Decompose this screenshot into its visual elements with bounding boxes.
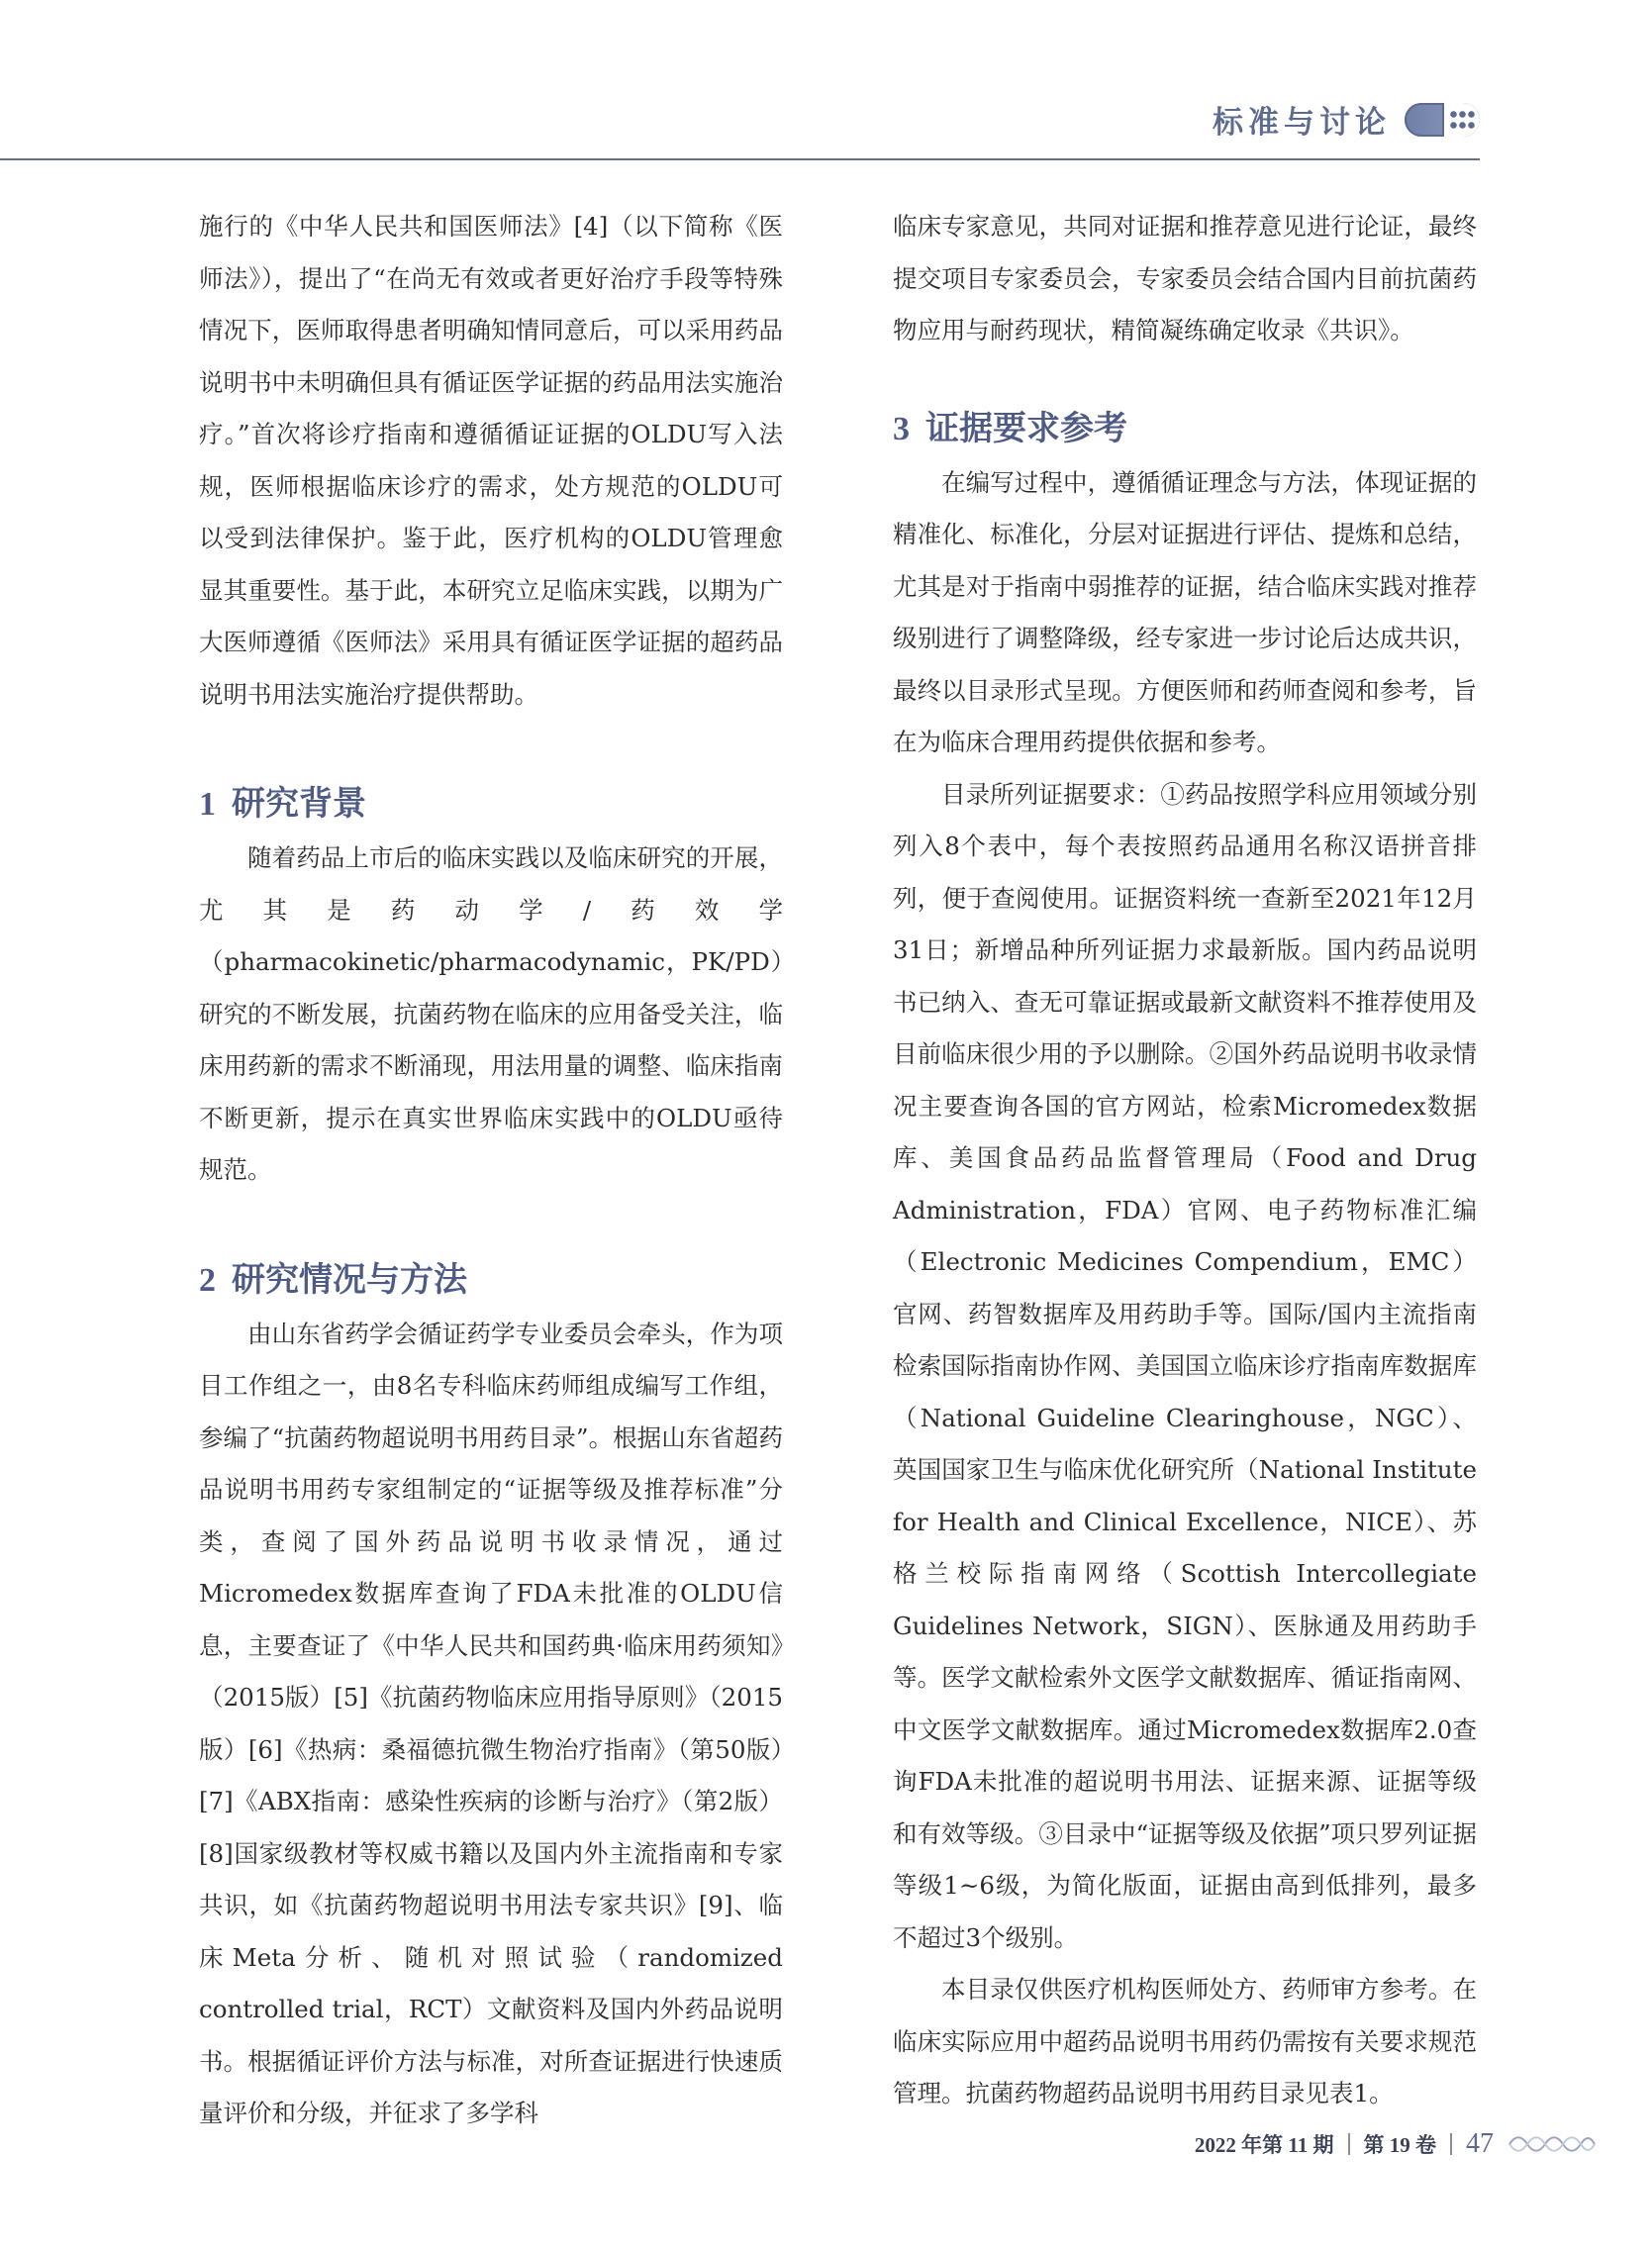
issue-label: 2022 年第 11 期 [1194, 2133, 1334, 2157]
section-1-heading [199, 776, 783, 833]
right-column [893, 201, 1477, 2120]
section-1-number: 1 [199, 786, 216, 823]
section-2-title: 研究情况与方法 [232, 1259, 467, 1300]
section-3-title: 证据要求参考 [925, 408, 1127, 448]
continuation-paragraph: 临床专家意见，共同对证据和推荐意见进行论证，最终提交项目专家委员会，专家委员会结合国内目前抗菌药物应用与耐药现状，精简凝练确定收录《共识》。 [893, 212, 1477, 344]
section-3-paragraph-1: 在编写过程中，遵循循证理念与方法，体现证据的精准化、标准化，分层对证据进行评估、提炼和总结，尤其是对于指南中弱推荐的证据，结合临床实践对推荐级别进行了调整降级，经专家进一步讨论后达成共识，最终以目录形式呈现。方便医师和药师查阅和参考，旨在为临床合理用药提供依据和参考。 [893, 467, 1477, 756]
capsule-icon [1405, 103, 1480, 137]
section-1-title: 研究背景 [232, 784, 366, 824]
section-3-number: 3 [893, 410, 910, 447]
footer-divider [1450, 2133, 1452, 2155]
wave-ornament-icon [1507, 2133, 1597, 2155]
intro-paragraph: 施行的《中华人民共和国医师法》[4]（以下简称《医师法》），提出了“在尚无有效或者更好治疗手段等特殊情况下，医师取得患者明确知情同意后，可以采用药品说明书中未明确但具有循证医学证据的药品用法实施治疗。”首次将诊疗指南和遵循循证证据的OLDU写入法规，医师根据临床诊疗的需求，处方规范的OLDU可以受到法律保护。鉴于此，医疗机构的OLDU管理愈显其重要性。基于此，本研究立足临床实践，以期为广大医师遵循《医师法》采用具有循证医学证据的超药品说明书用法实施治疗提供帮助。 [199, 212, 783, 709]
page-number: 47 [1466, 2128, 1494, 2159]
section-3-paragraph-3: 本目录仅供医疗机构医师处方、药师审方参考。在临床实际应用中超药品说明书用药仍需按有关要求规范管理。抗菌药物超药品说明书用药目录见表1。 [893, 1975, 1477, 2107]
section-3-heading [893, 401, 1477, 457]
section-tag [1213, 97, 1480, 142]
section-3-paragraph-2: 目录所列证据要求：①药品按照学科应用领域分别列入8个表中，每个表按照药品通用名称汉语拼音排列，便于查阅使用。证据资料统一查新至2021年12月31日；新增品种所列证据力求最新版。国内药品说明书已纳入、查无可靠证据或最新文献资料不推荐使用及目前临床很少用的予以删除。②国外药品说明书收录情况主要查询各国的官方网站，检索Micromedex数据库、美国食品药品监督管理局（Food and Drug Administration，FDA）官网、电子药物标准汇编（Electronic Medicines Compendium，EMC）官网、药智数据库及用药助手等。国际/国内主流指南检索国际指南协作网、美国国立临床诊疗指南库数据库（National Guideline Clearinghouse，NGC）、英国国家卫生与临床优化研究所（National Institute for Health and Clinical Excellence，NICE）、苏格兰校际指南网络（Scottish Intercollegiate Guidelines Network，SIGN）、医脉通及用药助手等。医学文献检索外文医学文献数据库、循证指南网、中文医学文献数据库。通过Micromedex数据库2.0查询FDA未批准的超说明书用法、证据来源、证据等级和有效等级。③目录中“证据等级及依据”项只罗列证据等级1~6级，为简化版面，证据由高到低排列，最多不超过3个级别。 [893, 779, 1477, 1952]
page-footer [1195, 2128, 1597, 2160]
section-1-paragraph: 随着药品上市后的临床实践以及临床研究的开展，尤其是药动学/药效学（pharmacokinetic/pharmacodynamic，PK/PD）研究的不断发展，抗菌药物在临床的应用备受关注，临床用药新的需求不断涌现，用法用量的调整、临床指南不断更新，提示在真实世界临床实践中的OLDU亟待规范。 [199, 843, 783, 1184]
footer-divider [1348, 2133, 1350, 2155]
volume-label: 第 19 卷 [1363, 2133, 1436, 2157]
section-2-number: 2 [199, 1261, 216, 1299]
section-2-paragraph: 由山东省药学会循证药学专业委员会牵头，作为项目工作组之一，由8名专科临床药师组成编写工作组，参编了“抗菌药物超说明书用药目录”。根据山东省超药品说明书用药专家组制定的“证据等级及推荐标准”分类，查阅了国外药品说明书收录情况，通过Micromedex数据库查询了FDA未批准的OLDU信息，主要查证了《中华人民共和国药典·临床用药须知》（2015版）[5]《抗菌药物临床应用指导原则》（2015版）[6]《热病：桑福德抗微生物治疗指南》（第50版）[7]《ABX指南：感染性疾病的诊断与治疗》（第2版）[8]国家级教材等权威书籍以及国内外主流指南和专家共识，如《抗菌药物超说明书用法专家共识》[9]、临床Meta分析、随机对照试验（randomized controlled trial，RCT）文献资料及国内外药品说明书。根据循证评价方法与标准，对所查证据进行快速质量评价和分级，并征求了多学科 [199, 1319, 783, 2127]
left-column [199, 201, 783, 2140]
header-rule [0, 158, 1480, 160]
section-2-heading [199, 1252, 783, 1309]
section-label: 标准与讨论 [1213, 105, 1391, 141]
